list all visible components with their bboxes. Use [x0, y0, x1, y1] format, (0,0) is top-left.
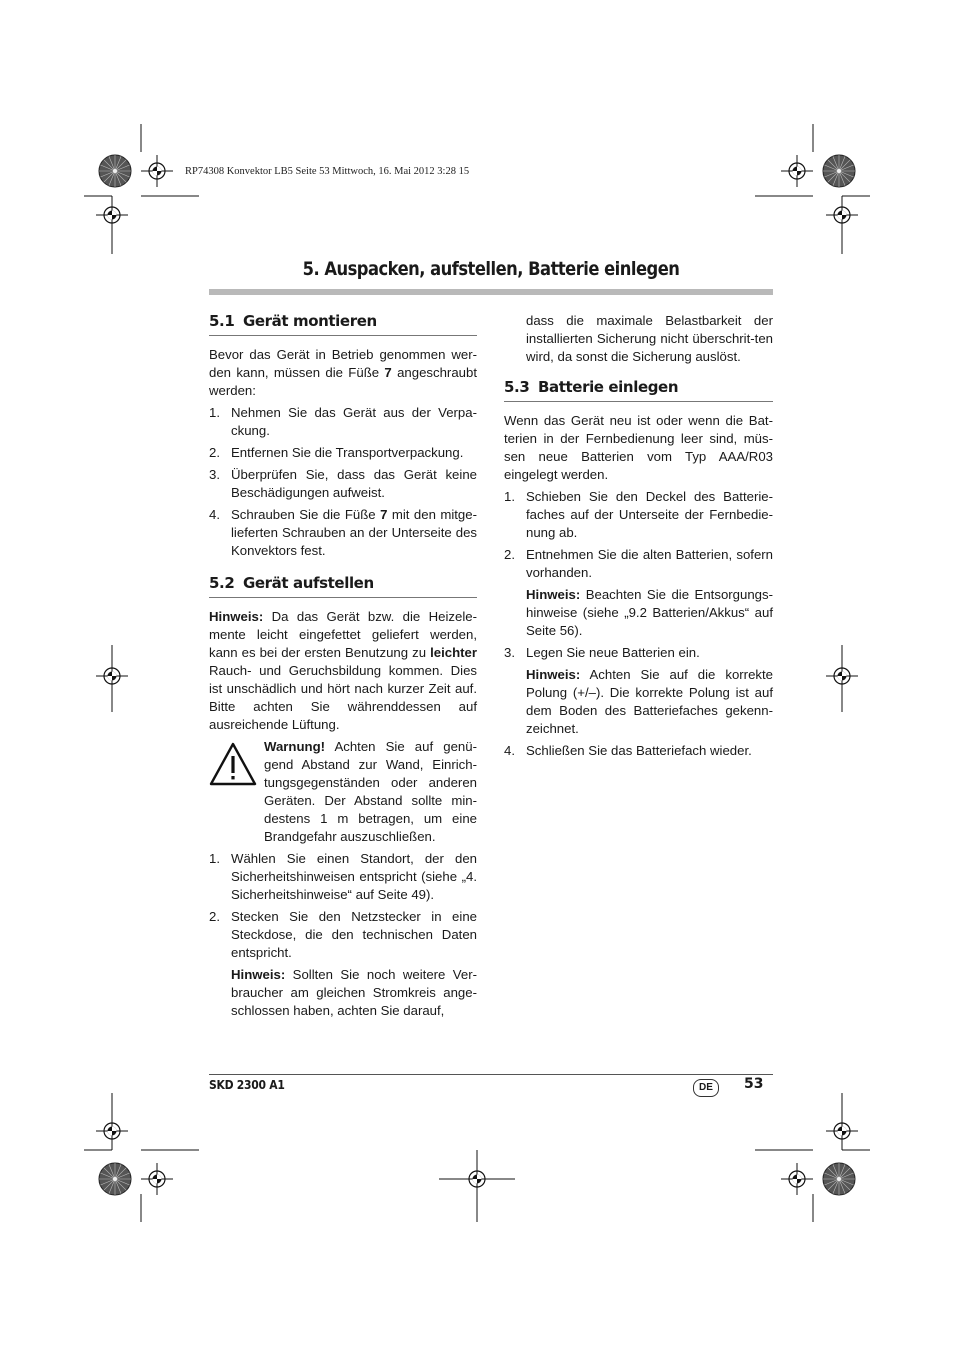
page-title: 5. Auspacken, aufstellen, Batterie einlegen	[302, 258, 680, 280]
right-column	[504, 312, 773, 764]
printer-slug-line: RP74308 Konvektor LB5 Seite 53 Mittwoch, 16. Mai 2012 3:28 15	[185, 166, 470, 177]
list-item: 3. Legen Sie neue Batterien ein.	[504, 645, 700, 660]
list-item: 2. Entfernen Sie die Transportverpackung.	[209, 445, 464, 460]
list-item: 1. Wählen Sie einen Standort, der den Sicherheitshinweisen entspricht (siehe „4. Sicherheitshinweise“ auf Seite 49).	[209, 851, 477, 902]
list-item: 4. Schließen Sie das Batteriefach wieder.	[504, 743, 752, 758]
left-column	[209, 312, 477, 1024]
section-title: Batterie einlegen	[538, 378, 679, 396]
list-item: 2. Entnehmen Sie die alten Batterien, sofern vorhanden.	[504, 547, 773, 580]
section-number: 5.3	[504, 378, 530, 396]
warning-triangle-icon	[209, 742, 257, 786]
list-item: 3. Überprüfen Sie, dass das Gerät keine Beschädigungen aufweist.	[209, 467, 477, 500]
note-continuation: dass die maximale Belastbarkeit der installierten Sicherung nicht überschrit-ten wird, da sonst die Sicherung auslöst.	[526, 313, 773, 364]
section-heading-5-3	[504, 378, 773, 402]
page-number: 53	[744, 1076, 764, 1092]
list-item: 2. Stecken Sie den Netzstecker in eine Steckdose, die den technischen Daten entspricht.	[209, 909, 477, 960]
section-title: Gerät montieren	[243, 312, 377, 330]
warning-block: Warnung! Achten Sie auf genü-gend Abstand zur Wand, Einrich-tungsgegenständen oder anderen Geräten. Der Abstand sollte min-destens 1 m betragen, um eine Brandgefahr auszuschließen.	[209, 738, 477, 846]
section-number: 5.1	[209, 312, 235, 330]
note-paragraph: Hinweis: Achten Sie auf die korrekte Polung (+/–). Die korrekte Polung ist auf dem Boden des Batteriefaches gekenn-zeichnet.	[526, 667, 773, 736]
note-paragraph: Hinweis: Beachten Sie die Entsorgungs-hinweise (siehe „9.2 Batterien/Akkus“ auf Seite 56).	[526, 587, 773, 638]
title-underline-bar	[209, 289, 773, 295]
list-item: 1. Nehmen Sie das Gerät aus der Verpa-ckung.	[209, 405, 477, 438]
footer-model-number: SKD 2300 A1	[209, 1078, 285, 1092]
note-paragraph: Hinweis: Sollten Sie noch weitere Ver-braucher am gleichen Stromkreis ange-schlossen haben, achten Sie darauf,	[231, 967, 477, 1018]
section-heading-5-1	[209, 312, 477, 336]
paragraph: Bevor das Gerät in Betrieb genommen wer-den kann, müssen die Füße 7 angeschraubt werden:	[209, 347, 477, 398]
footer-rule	[209, 1074, 773, 1075]
list-item: 1. Schieben Sie den Deckel des Batterie-faches auf der Unterseite der Fernbedie-nung ab.	[504, 489, 773, 540]
section-title: Gerät aufstellen	[243, 574, 374, 592]
note-paragraph: Hinweis: Da das Gerät bzw. die Heizele-mente leicht eingefettet geliefert werden, kann es bei der ersten Benutzung zu leichter Rauch- und Geruchsbildung kommen. Dies ist unschädlich und hört nach kurzer Zeit auf. Bitte achten Sie währenddessen auf ausreichende Lüftung.	[209, 609, 477, 732]
paragraph: Wenn das Gerät neu ist oder wenn die Bat-terien in der Fernbedienung leer sind, müs-sen neue Batterien vom Typ AAA/R03 eingelegt werden.	[504, 413, 773, 482]
warning-label: Warnung!	[264, 739, 326, 754]
section-heading-5-2	[209, 574, 477, 598]
section-number: 5.2	[209, 574, 235, 592]
language-badge: DE	[693, 1079, 719, 1097]
list-item: 4. Schrauben Sie die Füße 7 mit den mitge-lieferten Schrauben an der Unterseite des Konvektors fest.	[209, 507, 477, 558]
